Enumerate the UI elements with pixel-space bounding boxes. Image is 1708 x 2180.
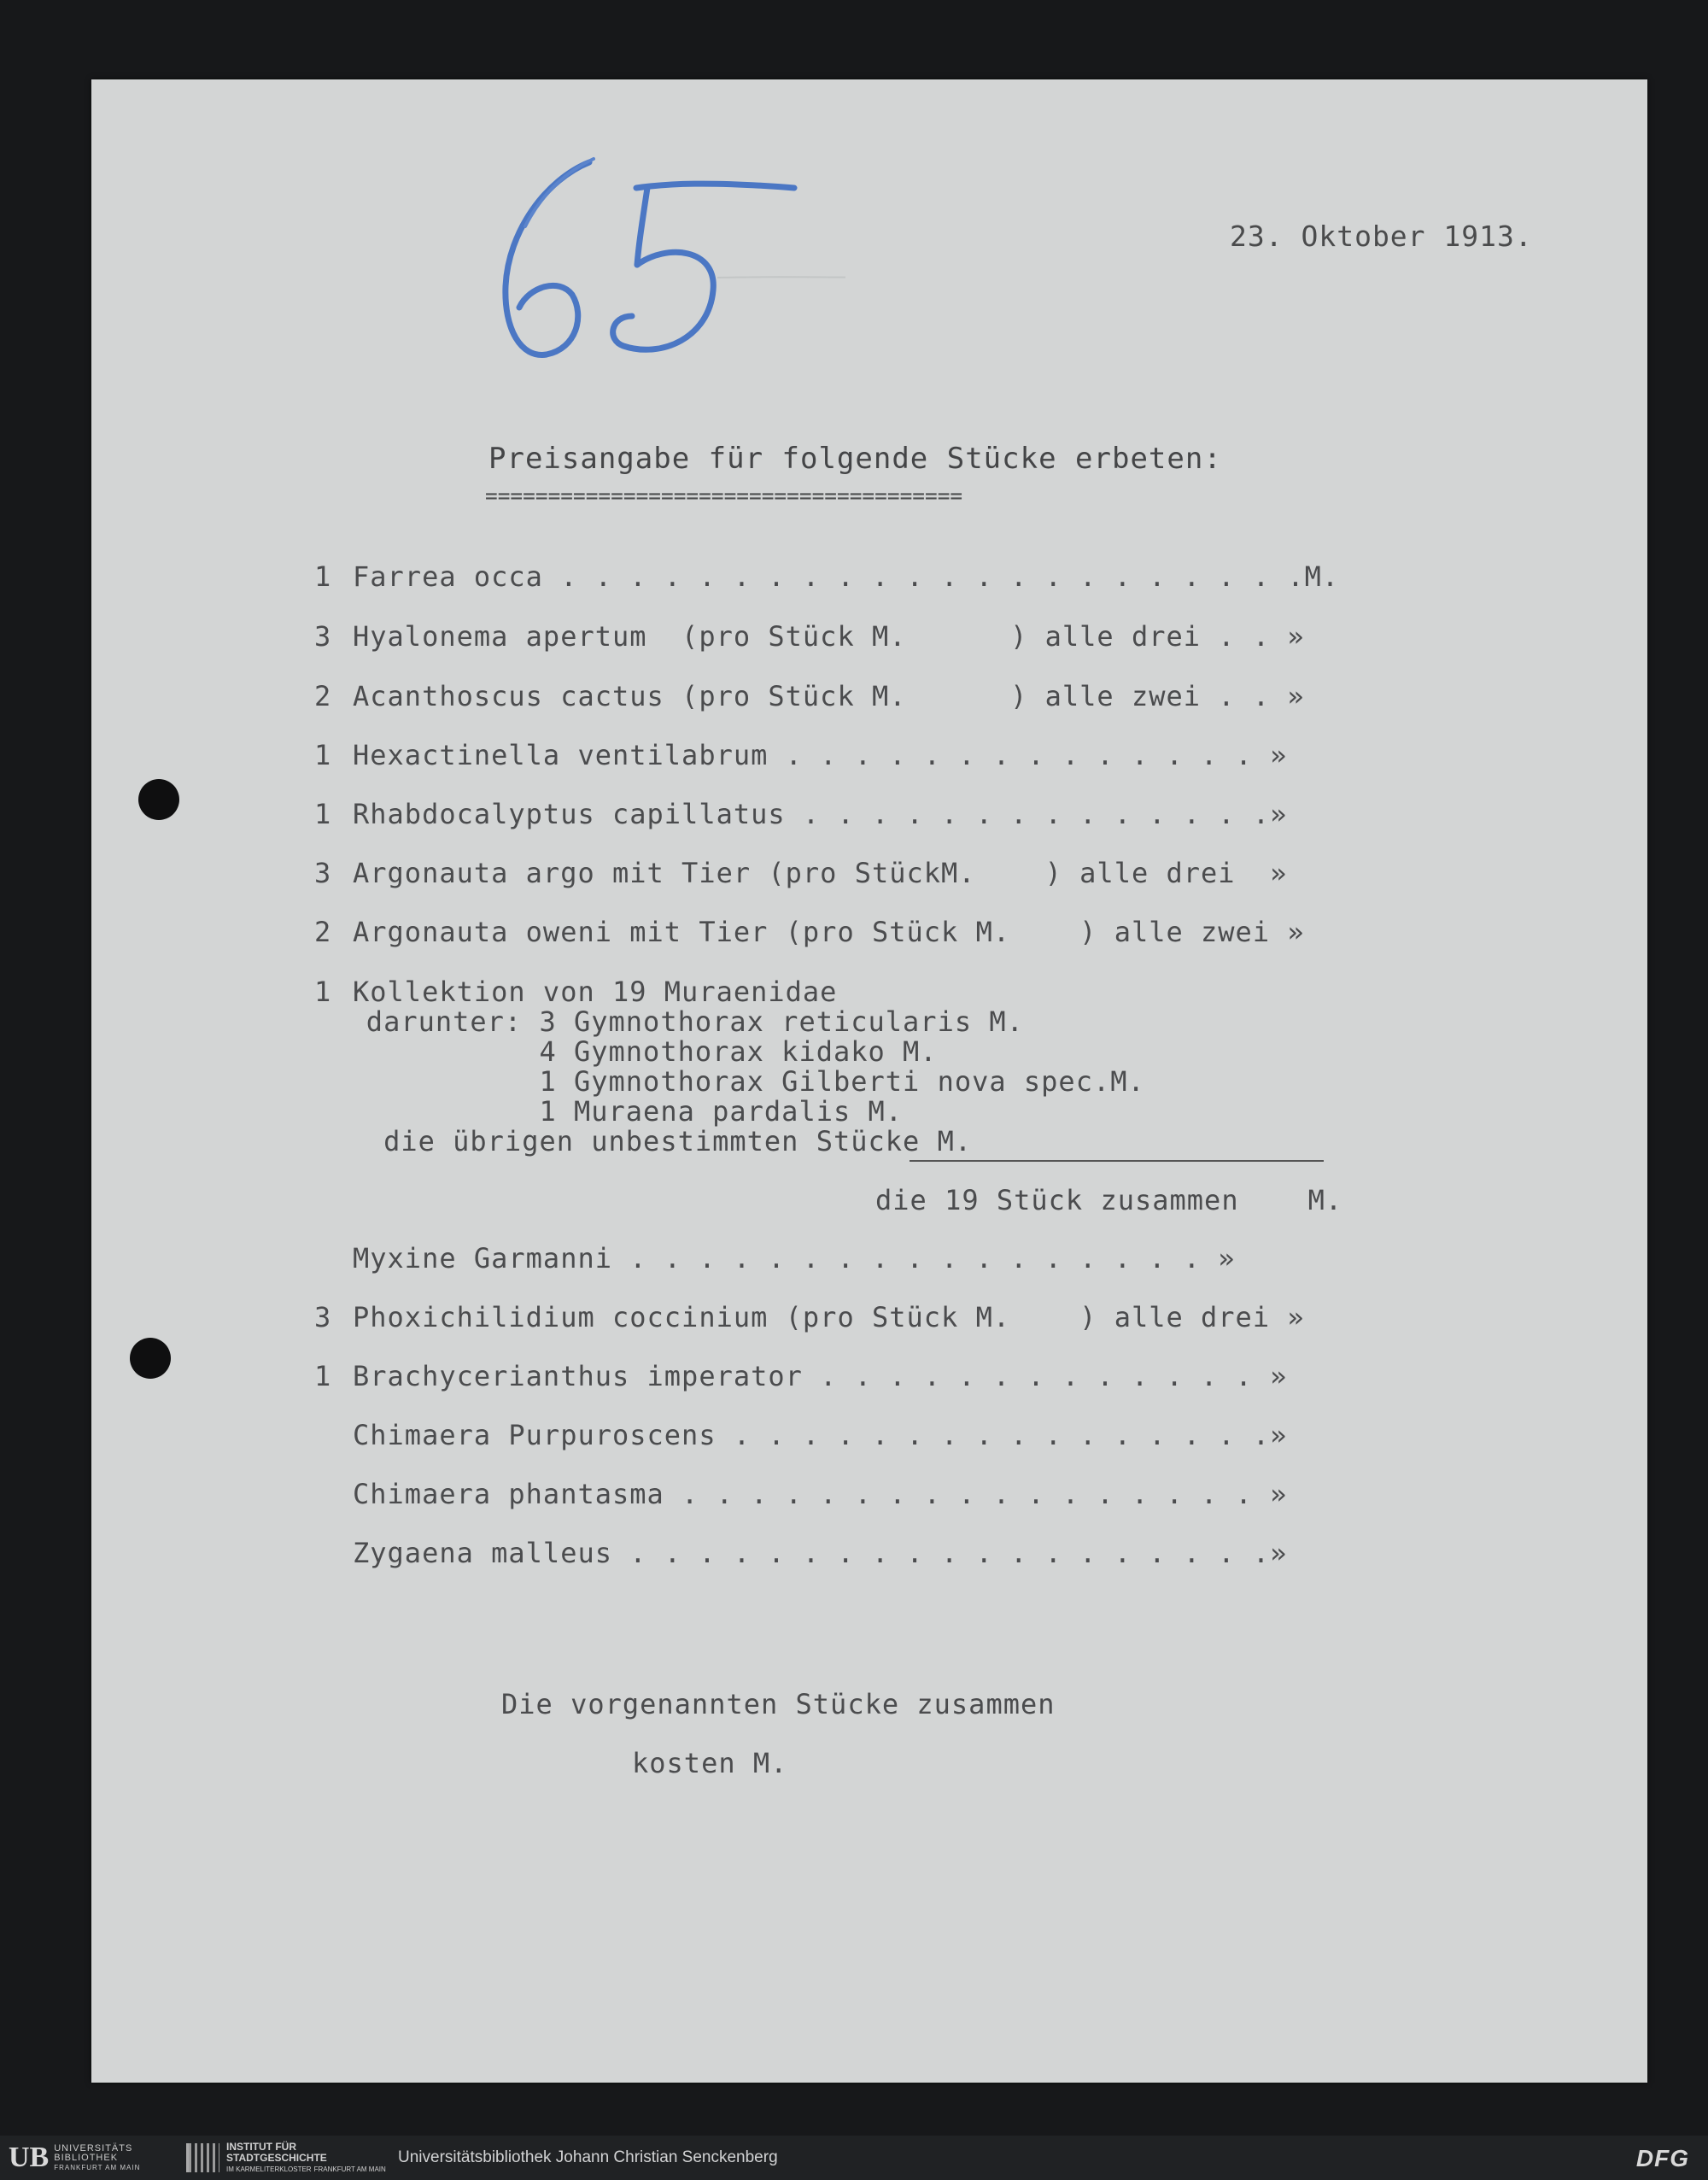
institute-logo: INSTITUT FÜR STADTGESCHICHTE IM KARMELITERKLOSTER FRANKFURT AM MAIN: [186, 2142, 386, 2173]
document-heading: Preisangabe für folgende Stücke erbeten:: [488, 442, 1222, 476]
dfg-logo: DFG: [1635, 2145, 1689, 2171]
handwritten-page-number: [418, 103, 845, 393]
collection-total: die 19 Stück zusammen M.: [875, 1184, 1343, 1216]
list-item: 3 Argonauta argo mit Tier (pro StückM. ) alle drei »: [314, 857, 1288, 889]
document-date: 23. Oktober 1913.: [1230, 220, 1533, 253]
list-item: 1 Hexactinella ventilabrum . . . . . . . . . . . . . . »: [314, 739, 1288, 771]
punch-hole: [138, 779, 179, 820]
ub-logo: UB UNIVERSITÄTS BIBLIOTHEK FRANKFURT AM MAIN: [9, 2142, 141, 2173]
collection-sum-rule: [910, 1160, 1324, 1162]
list-item: Chimaera Purpuroscens . . . . . . . . . . . . . . . .»: [353, 1419, 1288, 1451]
list-item: Chimaera phantasma . . . . . . . . . . . . . . . . . »: [353, 1478, 1288, 1510]
collection-line: 4 Gymnothorax kidako M.: [314, 1035, 938, 1068]
punch-hole: [130, 1338, 171, 1379]
heading-double-rule: ======================================: [485, 483, 963, 509]
closing-line-2: kosten M.: [632, 1747, 788, 1779]
collection-line: 1 Muraena pardalis M.: [314, 1095, 904, 1128]
list-item: Myxine Garmanni . . . . . . . . . . . . . . . . . »: [353, 1242, 1236, 1275]
collection-line: die übrigen unbestimmten Stücke M.: [314, 1125, 973, 1157]
list-item: 1 Farrea occa . . . . . . . . . . . . . . . . . . . . . .M.: [314, 560, 1340, 593]
collection-line: 1 Gymnothorax Gilberti nova spec.M.: [314, 1065, 1145, 1098]
institute-logo-icon: [186, 2143, 219, 2172]
closing-line-1: Die vorgenannten Stücke zusammen: [501, 1688, 1056, 1720]
list-item: 1 Brachycerianthus imperator . . . . . . . . . . . . . »: [314, 1360, 1288, 1392]
list-item: 2 Argonauta oweni mit Tier (pro Stück M. ) alle zwei »: [314, 916, 1305, 948]
list-item: 3 Phoxichilidium coccinium (pro Stück M. ) alle drei »: [314, 1301, 1305, 1333]
list-item: Zygaena malleus . . . . . . . . . . . . . . . . . . .»: [353, 1537, 1288, 1569]
footer-title: Universitätsbibliothek Johann Christian Senckenberg: [398, 2148, 778, 2166]
list-item: 2 Acanthoscus cactus (pro Stück M. ) alle zwei . . »: [314, 680, 1305, 712]
footer-bar: [0, 2136, 1708, 2180]
list-item: 1 Rhabdocalyptus capillatus . . . . . . . . . . . . . .»: [314, 798, 1288, 830]
list-item: 3 Hyalonema apertum (pro Stück M. ) alle drei . . »: [314, 620, 1305, 653]
collection-line: darunter: 3 Gymnothorax reticularis M.: [314, 1005, 1024, 1038]
collection-title: 1 Kollektion von 19 Muraenidae: [314, 976, 838, 1008]
